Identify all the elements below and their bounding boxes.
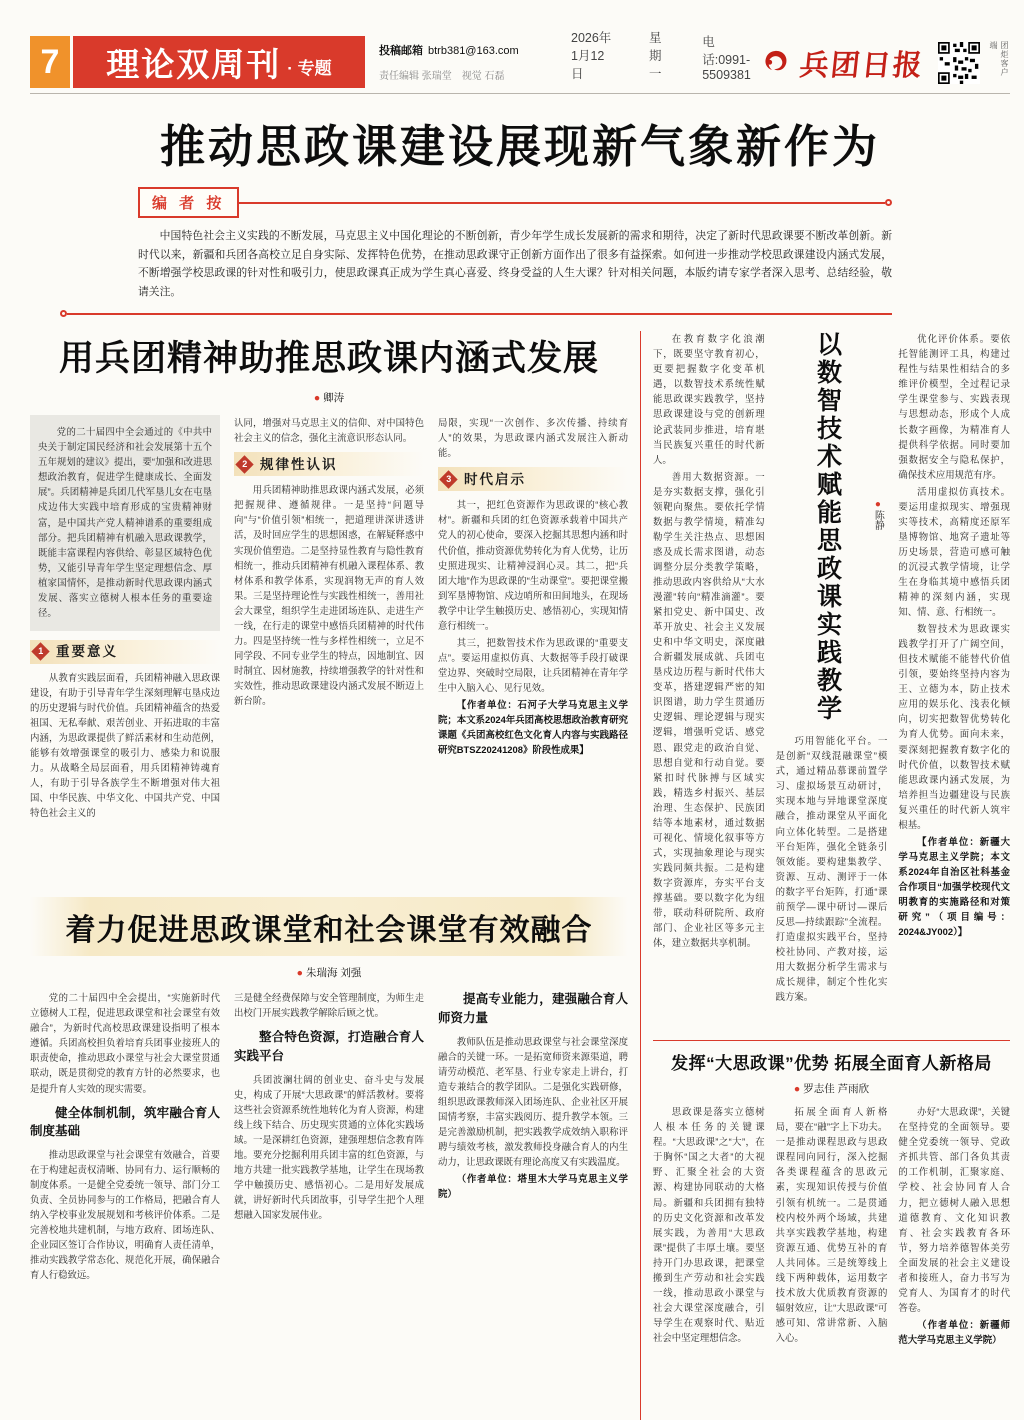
weekday: 星期一 xyxy=(649,31,662,81)
body-paragraph: 拓展全面育人新格局，要在“融”字上下功夫。一是推动课程思政与思政课程同向同行，深入挖掘各类课程蕴含的思政元素，实现知识传授与价值引领有机统一。二是贯通校内校外两个场域，共建共享实践教学基地，构建资源互通、优势互补的育人共同体。三是统筹线上线下两种载体，运用数字技术放大优质教育资源的辐射效应，让“大思政课”可感可知、常讲常新、入脑入心。 xyxy=(775,1106,888,1343)
diamond-number-icon: 3 xyxy=(439,470,457,488)
article-column-2 xyxy=(776,1104,888,1420)
content-zone xyxy=(30,331,1010,1420)
article-column-1 xyxy=(653,1104,765,1420)
qr-code xyxy=(938,42,980,84)
body-paragraph: 数智技术为思政课实践教学打开了广阔空间，但技术赋能不能替代价值引领，要始终坚持内容为王、立德为本，防止技术应用的娱乐化、浅表化倾向，切实把数智优势转化为育人优势。面向未来，要深刻把握教育数字化的时代价值，以数智技术赋能思政课内涵式发展，为培养担当边疆建设与民族复兴重任的时代新人筑牢根基。 xyxy=(898,623,1011,830)
author-attribution: 【作者单位：石河子大学马克思主义学院；本文系2024年兵团高校思想政治教育研究课题《兵团高校红色文化育人内容与实践路径研究BTSZ20241208》阶段性成果】 xyxy=(438,699,628,756)
article-column-2 xyxy=(234,415,424,877)
email-value: btrb381@163.com xyxy=(428,45,519,57)
body-paragraph: 认同，增强对马克思主义的信仰、对中国特色社会主义的信念，强化主流意识形态认同。 xyxy=(234,417,424,444)
qr-caption: 团炬客户端 xyxy=(989,41,1009,77)
author-name: 卿涛 xyxy=(323,392,345,405)
byline-dot-icon: ● xyxy=(793,1083,801,1096)
article-headline: 用兵团精神助推思政课内涵式发展 xyxy=(58,339,599,379)
left-column-stack xyxy=(30,331,628,1420)
editor-note xyxy=(138,187,892,317)
article-subhead: 健全体制机制，筑牢融合育人制度基础 xyxy=(30,1105,220,1139)
article-subhead: 整合特色资源，打造融合育人实践平台 xyxy=(234,1030,424,1064)
article-headline-vertical: 以数智技术赋能思政课实践教学 xyxy=(813,331,842,724)
editor-note-rule-bottom xyxy=(60,310,892,317)
page-number: 7 xyxy=(30,36,70,88)
intro-box xyxy=(30,415,220,631)
body-paragraph: 推动思政课堂与社会课堂有效融合，首要在于构建起责权清晰、协同有力、运行顺畅的制度体系。一是健全党委统一领导、部门分工负责、全员协同参与的工作格局，把融合育人纳入学校事业发展规划和考核评价体系。二是完善校地共建机制，与地方政府、团场连队、企业园区签订合作协议，明确育人责任清单，推动实践教学常态化、规范化开展，确保融合育人行稳致远。 xyxy=(30,1149,220,1281)
contact-block xyxy=(379,36,569,88)
article-headline: 着力促进思政课堂和社会课堂有效融合 xyxy=(65,914,593,948)
section-marker-1 xyxy=(30,640,220,664)
article-byline xyxy=(30,965,628,980)
section-marker-3 xyxy=(438,467,628,491)
article-column-2 xyxy=(234,990,424,1420)
article-column-3 xyxy=(898,1104,1010,1420)
author-attribution: （作者单位：塔里木大学马克思主义学院） xyxy=(438,1173,628,1200)
article-byline xyxy=(869,499,885,530)
section-subtitle: · 专题 xyxy=(287,58,332,78)
body-paragraph: 教师队伍是推动思政课堂与社会课堂深度融合的关键一环。一是拓宽师资来源渠道，聘请劳动模范、老军垦、行业专家走上讲台，打造专兼结合的教学团队。二是强化实践研修，组织思政课教师深入团场连队、企业社区开展国情考察，丰富实践阅历、提升教学本领。三是完善激励机制，把实践教学成效纳入职称评聘与绩效考核，激发教师投身融合育人的内生动力，让思政课既有理论高度又有实践温度。 xyxy=(438,1035,628,1168)
article-columns xyxy=(653,1104,1010,1420)
article-digital-technology xyxy=(653,331,1010,1031)
author-attribution: 【作者单位：新疆大学马克思主义学院；本文系2024年自治区社科基金合作项目“加强学校现代文明教育的实施路径和对策研究”（项目编号：2024&JY002）】 xyxy=(898,835,1011,938)
right-column-stack xyxy=(653,331,1010,1420)
masthead-logo-icon xyxy=(758,48,792,78)
body-paragraph: 党的二十届四中全会提出，“实施新时代立德树人工程，促进思政课堂和社会课堂有效融合”，为新时代高校思政课建设指明了根本遵循。兵团高校担负着培育兵团事业接班人的职责使命，推动思政小课堂与社会大课堂贯通联动，既是贯彻党的教育方针的必然要求，也是提升育人实效的现实需要。 xyxy=(30,992,220,1094)
header-bar xyxy=(30,31,1010,88)
article-byline xyxy=(653,1081,1010,1096)
submission-email xyxy=(379,42,569,63)
body-paragraph: 优化评价体系。要依托智能测评工具，构建过程性与结果性相结合的多维评价模型，全过程记录学生课堂参与、实践表现与思想动态，形成个人成长数字画像，为精准育人提供科学依据。同时要加强数据安全与隐私保护，确保技术应用规范有序。 xyxy=(898,333,1011,480)
rule-line xyxy=(67,313,892,315)
vertical-headline-block xyxy=(776,331,888,727)
article-column-3 xyxy=(438,990,628,1420)
author-name: 陈静 xyxy=(872,510,884,531)
dateline xyxy=(569,31,758,88)
article-column-1 xyxy=(30,415,220,877)
byline-dot-icon: ● xyxy=(313,392,321,405)
body-paragraph: 办好“大思政课”，关键在坚持党的全面领导。要健全党委统一领导、党政齐抓共管、部门各负其责的工作机制，汇聚家庭、学校、社会协同育人合力，把立德树人融入思想道德教育、文化知识教育、社会实践教育各环节，努力培养德智体美劳全面发展的社会主义建设者和接班人，奋力书写为党育人、为国育才的时代答卷。 xyxy=(898,1106,1011,1313)
article-big-ideology-course xyxy=(653,1049,1010,1420)
article-classroom-fusion xyxy=(30,897,628,1420)
body-paragraph: 用兵团精神助推思政课内涵式发展，必须把握规律、遵循规律。一是坚持“问题导向”与“价值引领”相统一，把道理讲深讲透讲活，及时回应学生的思想困惑，在解疑释惑中实现价值塑造。二是坚持显性教育与隐性教育相统一，推动兵团精神有机融入课程体系、教材体系和教学体系，实现润物无声的育人效果。三是坚持理论性与实践性相统一，善用社会大课堂，组织学生走进团场连队、走进生产一线，在行走的课堂中感悟兵团精神的时代伟力。四是坚持统一性与多样性相统一，立足不同学段、不同专业学生的特点，因地制宜、因时制宜、因材施教，持续增强教学的针对性和实效性，推动思政课建设内涵式发展不断迈上新台阶。 xyxy=(234,484,424,706)
masthead-title: 兵团日报 xyxy=(798,49,926,82)
section-marker-title: 时代启示 xyxy=(464,471,526,487)
body-paragraph: 局限，实现“一次创作、多次传播、持续育人”的效果，为思政课内涵式发展注入新动能。 xyxy=(438,417,628,459)
body-paragraph: 巧用智能化平台。一是创新“双线混融课堂”模式，通过精品慕课前置学习、虚拟场景互动研讨，实现本地与异地课堂深度融合，推动课堂从平面化向立体化转型。二是搭建平台矩阵，强化全链条引领效能。要构建集教学、资源、互动、测评于一体的数字平台矩阵，打通“课前预学—课中研讨—课后反思—持续跟踪”全流程。打造虚拟实践平台，坚持校社协同、产教对接，运用大数据分析学生需求与成长规律，制定个性化实践方案。 xyxy=(775,735,888,1003)
byline-dot-icon: ● xyxy=(296,967,303,980)
rule-end-circle-icon xyxy=(60,310,67,317)
article-column-middle xyxy=(776,331,888,1031)
diamond-number-icon: 1 xyxy=(31,643,49,661)
author-name: 罗志佳 芦雨欣 xyxy=(803,1083,870,1096)
article-columns xyxy=(30,990,628,1420)
column-text xyxy=(776,733,888,1006)
body-paragraph: 思政课是落实立德树人根本任务的关键课程。“大思政课”之“大”，在于胸怀“国之大者”的大视野、汇聚全社会的大资源、构建协同联动的大格局。新疆和兵团拥有独特的历史文化资源和改革发展实践，为善用“大思政课”提供了丰厚土壤。要坚持开门办思政课，把课堂搬到生产劳动和社会实践一线，推动思政小课堂与社会大课堂深度融合，引导学生在观察时代、贴近社会中坚定理想信念。 xyxy=(653,1106,765,1343)
article-column-1 xyxy=(30,990,220,1420)
article-column-c xyxy=(898,331,1010,1031)
editors-credit: 责任编辑 张瑞堂 视觉 石磊 xyxy=(379,71,505,82)
headline-band xyxy=(30,897,628,956)
diamond-number-icon: 2 xyxy=(235,455,253,473)
byline-dot-icon: ● xyxy=(872,499,884,511)
issue-date: 2026年1月12日 xyxy=(571,31,612,81)
body-paragraph: 在教育数字化浪潮下，既要坚守教育初心，更要把握数字化变革机遇，以数智技术系统性赋能思政课实践教学，坚持思政课建设与党的创新理论武装同步推进，培育堪当民族复兴重任的时代新人。 xyxy=(653,333,765,465)
section-banner xyxy=(73,36,365,88)
masthead xyxy=(758,36,1010,88)
vertical-rule xyxy=(640,331,641,1420)
body-paragraph: 从教育实践层面看，兵团精神融入思政课建设，有助于引导青年学生深刻理解屯垦戍边的历史逻辑与时代价值。兵团精神蕴含的热爱祖国、无私奉献、艰苦创业、开拓进取的丰富内涵，为思政课提供了鲜活素材和生动范例，能够有效增强课堂的吸引力、感染力和说服力。从战略全局层面看，用兵团精神铸魂育人，有助于引导各族学生不断增强对伟大祖国、中华民族、中华文化、中国共产党、中国特色社会主义的 xyxy=(30,671,220,819)
author-attribution: （作者单位：新疆师范大学马克思主义学院） xyxy=(898,1318,1011,1345)
article-column-3 xyxy=(438,415,628,877)
article-byline xyxy=(30,390,628,405)
body-paragraph: 活用虚拟仿真技术。要运用虚拟现实、增强现实等技术，高精度还原军垦博物馆、地窝子遗址等历史场景，营造可感可触的沉浸式教学情境，让学生在身临其境中感悟兵团精神的深刻内涵，实现知、情、意、行相统一。 xyxy=(898,485,1011,618)
editor-note-label: 编 者 按 xyxy=(138,187,239,218)
section-marker-title: 规律性认识 xyxy=(260,456,338,472)
article-columns xyxy=(30,415,628,877)
article-bingtuan-spirit xyxy=(30,331,628,877)
section-marker-2 xyxy=(234,452,424,476)
body-paragraph: 其三，把数智技术作为思政课的“重要支点”。要运用虚拟仿真、大数据等手段打破课堂边界、突破时空局限，让兵团精神在青年学生中入脑入心、见行见效。 xyxy=(438,636,628,693)
body-paragraph: 三是健全经费保障与安全管理制度，为师生走出校门开展实践教学解除后顾之忧。 xyxy=(234,992,424,1019)
section-marker-title: 重要意义 xyxy=(56,644,118,660)
author-name: 朱瑞海 刘强 xyxy=(305,967,362,980)
page-headline: 推动思政课建设展现新气象新作为 xyxy=(159,121,880,172)
phone: 电话:0991-5509381 xyxy=(702,35,751,82)
article-subhead: 提高专业能力，建强融合育人师资力量 xyxy=(438,992,628,1025)
header-rule xyxy=(30,93,1010,94)
rule-end-circle-icon xyxy=(885,199,892,206)
intro-paragraph: 党的二十届四中全会通过的《中共中央关于制定国民经济和社会发展第十五个五年规划的建议》提出，要“加强和改进思想政治教育，促进学生健康成长、全面发展”。兵团精神是兵团几代军垦儿女在屯垦戍边伟大实践中培育形成的宝贵精神财富，是中国共产党人精神谱系的重要组成部分。把兵团精神有机融入思政课教学，既能丰富课程内容供给、彰显区域特色优势，又能引导青年学生坚定理想信念、厚植家国情怀，是推动新时代思政课内涵式发展、落实立德树人根本任务的重要途径。 xyxy=(38,426,212,618)
body-paragraph: 兵团波澜壮阔的创业史、奋斗史与发展史，构成了开展“大思政课”的鲜活教材。要将这些社会资源系统性地转化为育人资源，构建线上线下结合、历史现实贯通的立体化实践场域。一是深耕红色资源，建强理想信念教育阵地。要充分挖掘利用兵团丰富的红色资源，与地方共建一批实践教学基地，让学生在现场教学中触摸历史、感悟初心。二是用好发展成就，讲好新时代兵团故事，引导学生把个人理想融入国家发展伟业。 xyxy=(234,1073,424,1221)
section-title: 理论双周刊 xyxy=(106,45,282,83)
body-paragraph: 其一，把红色资源作为思政课的“核心教材”。新疆和兵团的红色资源承载着中国共产党人的初心使命，要深入挖掘其思想内涵和时代价值，推动资源优势转化为育人优势，让历史照进现实、让精神浸润心灵。其二，把“兵团大地”作为思政课的“生动课堂”。要把课堂搬到军垦博物馆、戍边哨所和田间地头，在现场教学中让学生触摸历史、感悟初心，实现知情意行相统一。 xyxy=(438,499,628,631)
editor-note-rule-top xyxy=(138,187,892,218)
horizontal-rule xyxy=(653,1040,1010,1041)
email-label: 投稿邮箱 xyxy=(379,45,423,57)
body-paragraph: 善用大数据资源。一是夯实数据支撑，强化引领靶向聚焦。要依托学情数据与教学情境，精准勾勒学生关注热点、思想困惑及成长需求图谱，动态调整分层分类教学策略，推动思政内容供给从“大水漫灌”转向“精准滴灌”。要紧扣党史、新中国史、改革开放史、社会主义发展史和中华文明史，深度融合新疆发展成就、兵团屯垦戍边历程与新时代伟大变革，搭建逻辑严密的知识图谱，助力学生贯通历史逻辑、理论逻辑与现实逻辑，增强听党话、感党恩、跟党走的政治自觉、思想自觉和行动自觉。要紧扣时代脉搏与区域实践，精选乡村振兴、基层治理、生态保护、民族团结等本地素材，通过数据可视化、情境化叙事等方式，实现抽象理论与现实实践同频共振。二是构建数字资源库，夯实平台支撑基础。要以数字化为纽带，联动科研院所、政府部门、企业社区等多元主体，建立数据共享机制。 xyxy=(653,470,765,949)
rule-line xyxy=(239,202,885,204)
article-column-a xyxy=(653,331,765,1031)
editor-note-text: 中国特色社会主义实践的不断发展，马克思主义中国化理论的不断创新，青少年学生成长发展新的需求和期待，决定了新时代思政课要不断改革创新。新时代以来，新疆和兵团各高校立足自身实际、发挥特色优势，在推动思政课守正创新方面作出了很多有益探索。如何进一步推动学校思政课建设内涵式发展，不断增强学校思政课的针对性和吸引力，使思政课真正成为学生真心喜爱、终身受益的人生大课？针对相关问题，本版约请专家学者深入思考、总结经验，敬请关注。 xyxy=(138,230,892,298)
article-headline: 发挥“大思政课”优势 拓展全面育人新格局 xyxy=(671,1054,992,1074)
